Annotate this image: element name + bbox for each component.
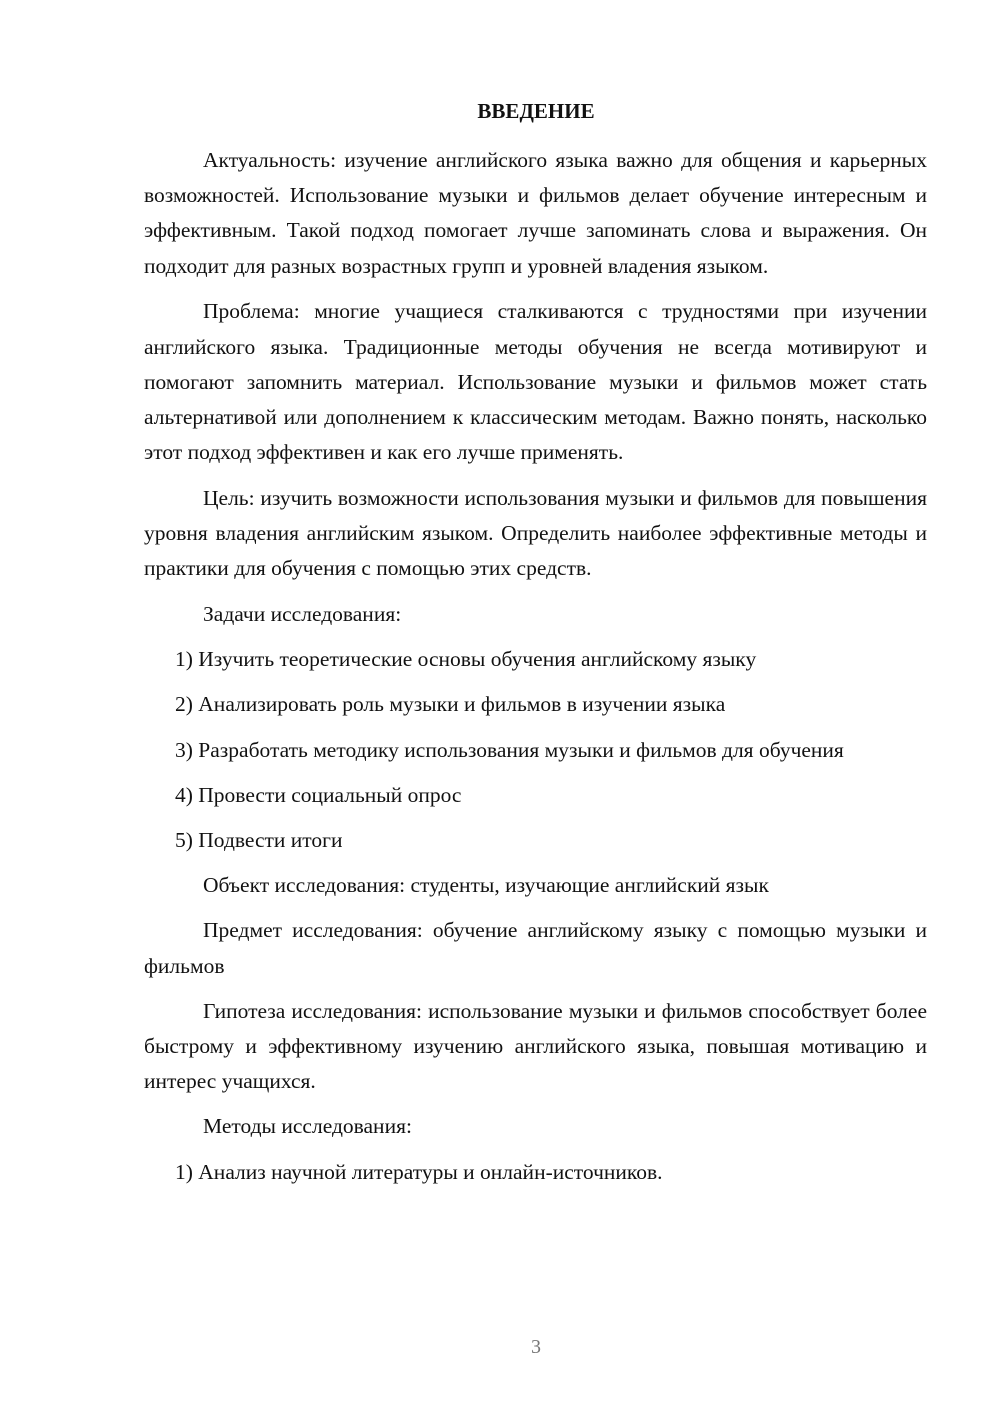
- method-item: 1) Анализ научной литературы и онлайн-источников.: [175, 1159, 663, 1184]
- page-title: ВВЕДЕНИЕ: [477, 99, 595, 123]
- methods-heading: Методы исследования:: [203, 1114, 412, 1139]
- page-number: 3: [531, 1336, 541, 1358]
- body-text: [144, 143, 927, 1190]
- relevance-paragraph: Актуальность: изучение английского языка важно для общения и карьерных возможностей. Использование музыки и фильмов делает обучение интересным и эффективным. Такой подход помогает лучше запоминать слова и выражения. Он подходит для разных возрастных групп и уровней владения языком.: [144, 148, 927, 278]
- tasks-heading: Задачи исследования:: [203, 601, 402, 626]
- task-item: 5) Подвести итоги: [175, 827, 343, 852]
- problem-paragraph: Проблема: многие учащиеся сталкиваются с трудностями при изучении английского языка. Традиционные методы обучения не всегда мотивируют и помогают запомнить материал. Использование музыки и фильмов может стать альтернативой или дополнением к классическим методам. Важно понять, насколько этот подход эффективен и как его лучше применять.: [144, 299, 927, 465]
- subject-paragraph: Предмет исследования: обучение английскому языку с помощью музыки и фильмов: [144, 918, 927, 978]
- task-item: 2) Анализировать роль музыки и фильмов в изучении языка: [175, 692, 726, 717]
- task-item: 4) Провести социальный опрос: [175, 782, 462, 807]
- hypothesis-paragraph: Гипотеза исследования: использование музыки и фильмов способствует более быстрому и эффективному изучению английского языка, повышая мотивацию и интерес учащихся.: [144, 998, 927, 1094]
- object-paragraph: Объект исследования: студенты, изучающие английский язык: [203, 873, 769, 898]
- goal-paragraph: Цель: изучить возможности использования музыки и фильмов для повышения уровня владения английским языком. Определить наиболее эффективные методы и практики для обучения с помощью этих средств.: [144, 485, 927, 581]
- task-item: 1) Изучить теоретические основы обучения английскому языку: [175, 647, 757, 672]
- task-item: 3) Разработать методику использования музыки и фильмов для обучения: [175, 737, 844, 762]
